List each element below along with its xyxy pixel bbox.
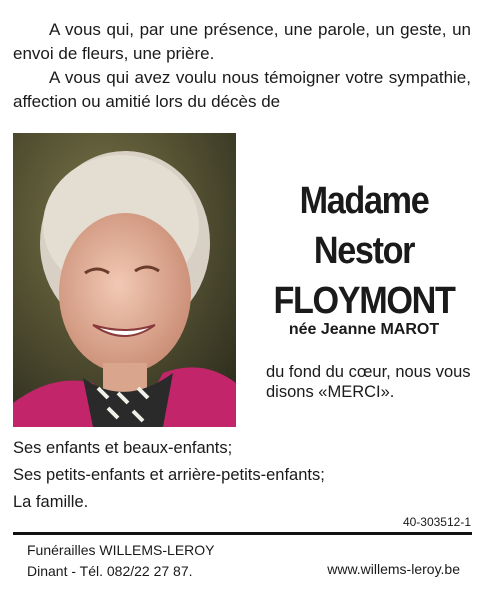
deceased-title: Madame	[299, 180, 429, 222]
intro-text	[13, 18, 471, 114]
intro-paragraph-1: A vous qui, par une présence, une parole, un geste, un envoi de fleurs, une prière.	[13, 20, 471, 63]
family-line: Ses enfants et beaux-enfants;	[13, 439, 233, 457]
family-list	[13, 435, 473, 516]
reference-number: 40-303512-1	[402, 515, 471, 529]
deceased-first-name: Nestor	[313, 230, 415, 272]
intro-paragraph-2: A vous qui avez voulu nous témoigner votre sympathie, affection ou amitié lors du décès de	[13, 68, 471, 111]
funeral-home-address-phone: Dinant - Tél. 082/22 27 87.	[27, 563, 193, 579]
deceased-name	[250, 176, 478, 326]
portrait-illustration	[13, 133, 236, 427]
deceased-last-name: FLOYMONT	[273, 280, 455, 322]
family-line: La famille.	[13, 493, 89, 511]
funeral-home-info	[27, 540, 215, 582]
thanks-message: du fond du cœur, nous vous disons «MERCI».	[266, 363, 471, 401]
family-line: Ses petits-enfants et arrière-petits-enfants;	[13, 466, 325, 484]
divider-line	[13, 532, 472, 535]
website-link[interactable]: www.willems-leroy.be	[327, 561, 460, 577]
funeral-home-name: Funérailles WILLEMS-LEROY	[27, 542, 215, 558]
maiden-name: née Jeanne MAROT	[288, 321, 440, 338]
portrait-photo	[13, 133, 236, 427]
